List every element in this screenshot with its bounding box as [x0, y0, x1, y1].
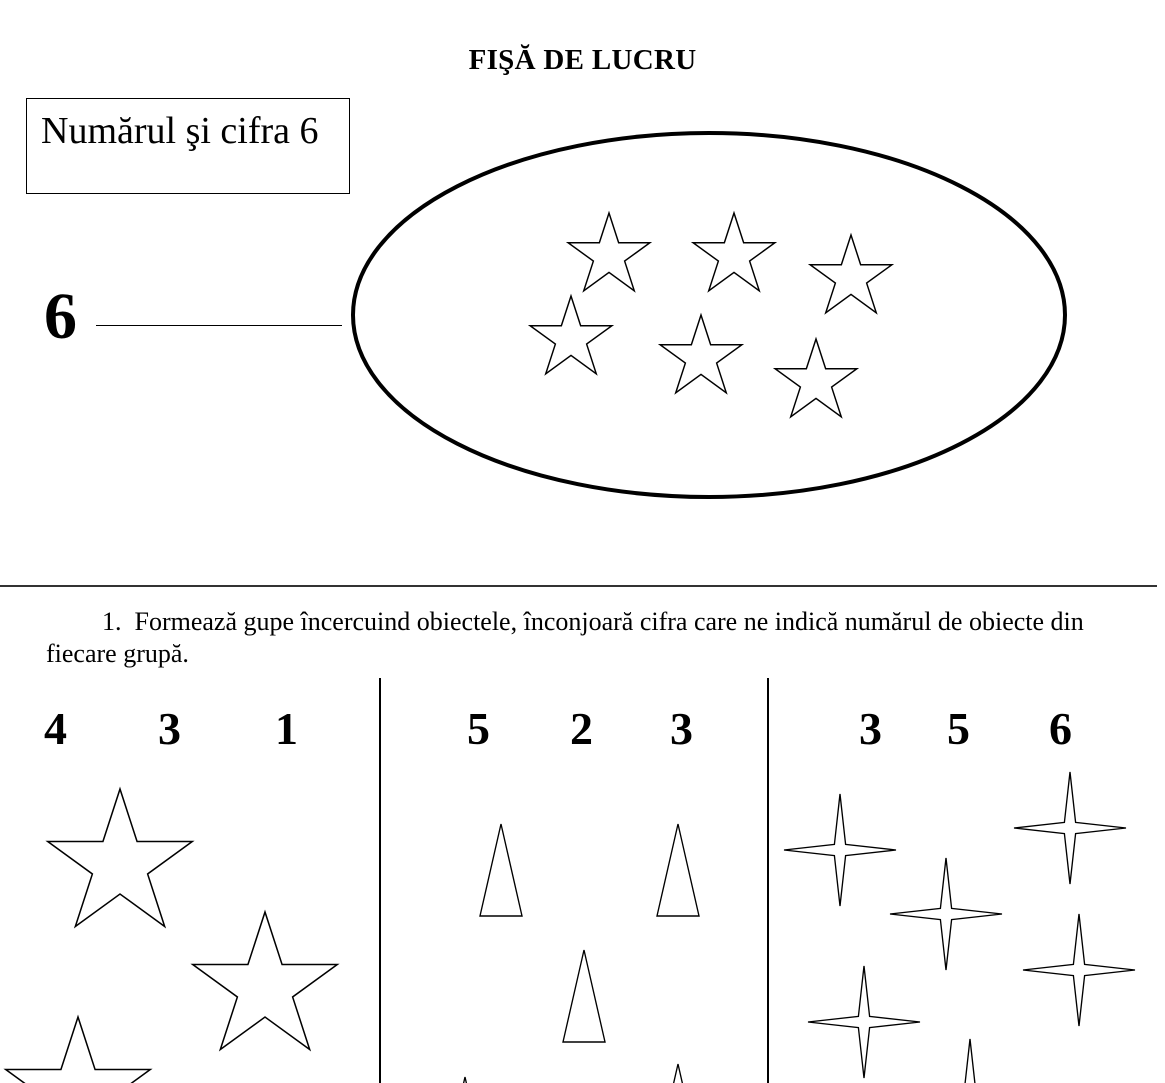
- four-point-star-icon: [1014, 772, 1126, 884]
- group2-option[interactable]: 5: [467, 703, 490, 754]
- triangle-icon: [657, 824, 699, 916]
- star-icon: [6, 1017, 151, 1083]
- four-point-star-icon: [784, 794, 896, 906]
- group1-option[interactable]: 1: [275, 703, 298, 754]
- group3-option[interactable]: 5: [947, 703, 970, 754]
- star-icon: [48, 789, 193, 926]
- group2-option[interactable]: 2: [570, 703, 593, 754]
- group3-option[interactable]: 3: [859, 703, 882, 754]
- group3-option[interactable]: 6: [1049, 703, 1072, 754]
- triangle-icon: [444, 1077, 486, 1083]
- star-icon: [660, 315, 742, 393]
- star-icon: [775, 339, 857, 417]
- star-icon: [693, 213, 775, 291]
- section-divider: [0, 585, 1157, 587]
- star-icon: [530, 296, 612, 374]
- star-icon: [810, 235, 892, 313]
- group1-option[interactable]: 4: [44, 703, 67, 754]
- triangle-icon: [657, 1064, 699, 1083]
- exercise-text: Formează gupe încercuind obiectele, înconjoară cifra care ne indică numărul de obiecte din fiecare grupă.: [46, 607, 1084, 668]
- exercise-instruction: [46, 606, 1126, 670]
- four-point-star-icon: [914, 1039, 1026, 1083]
- page-title: FIŞĂ DE LUCRU: [468, 44, 697, 76]
- exercise-number: 1.: [102, 607, 122, 636]
- star-icon: [193, 912, 338, 1049]
- set-ellipse: [353, 133, 1065, 497]
- group2-option[interactable]: 3: [670, 703, 693, 754]
- star-icon: [568, 213, 650, 291]
- triangle-icon: [563, 950, 605, 1042]
- intro-digit: 6: [44, 280, 77, 353]
- triangle-icon: [480, 824, 522, 916]
- group1-option[interactable]: 3: [158, 703, 181, 754]
- four-point-star-icon: [890, 858, 1002, 970]
- four-point-star-icon: [808, 966, 920, 1078]
- four-point-star-icon: [1023, 914, 1135, 1026]
- topic-label: Numărul şi cifra 6: [41, 110, 319, 152]
